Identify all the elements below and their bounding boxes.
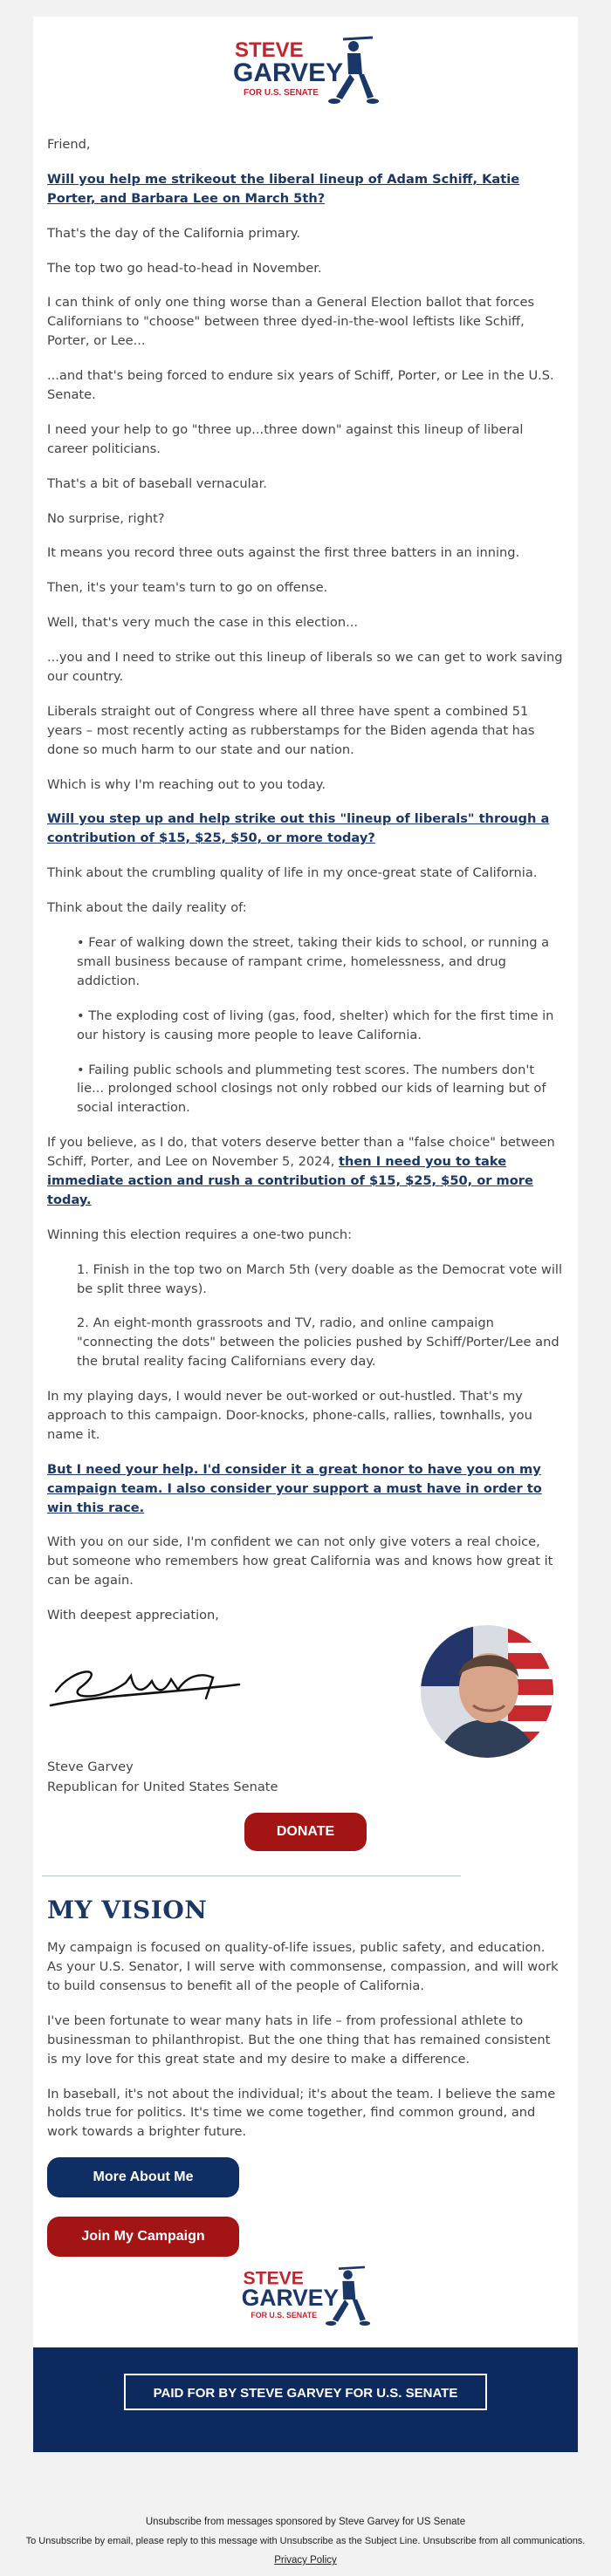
logo-steve: STEVE [243, 2268, 304, 2289]
logo-senate: FOR U.S. SENATE [244, 88, 319, 98]
paragraph: Winning this election requires a one-two punch: [47, 1227, 353, 1242]
headline-link[interactable]: Will you help me strikeout the liberal lineup of Adam Schiff, Katie Porter, and Barbara Lee on March 5th? [47, 171, 520, 206]
paragraph: ...you and I need to strike out this lineup of liberals so we can get to work saving our country. [47, 650, 563, 685]
campaign-logo-footer [240, 2265, 371, 2333]
paragraph: ...and that's being forced to endure six years of Schiff, Porter, or Lee in the U.S. Senate. [47, 368, 554, 403]
logo-garvey: GARVEY [233, 58, 344, 87]
paragraph-text: If you believe, as I do, that voters deserve better than a "false choice" between Schiff, Porter, and Lee on November 5, 2024, [47, 1135, 555, 1170]
campaign-logo [231, 36, 380, 113]
closing: With deepest appreciation, [47, 1608, 219, 1623]
paragraph: In baseball, it's not about the individual; it's about the team. I believe the same holds true for politics. It's time we come together, find common ground, and work towards a brighter future. [47, 2086, 556, 2140]
paragraph: The top two go head-to-head in November. [47, 260, 322, 276]
list-item: • Fear of walking down the street, taking their kids to school, or running a small business because of rampant crime, homelessness, and drug addiction. [77, 935, 550, 988]
paragraph: It means you record three outs against the first three batters in an inning. [47, 545, 520, 561]
paragraph: Think about the crumbling quality of life in my once-great state of California. [47, 865, 538, 881]
paragraph: In my playing days, I would never be out-worked or out-hustled. That's my approach to this campaign. Door-knocks, phone-calls, rallies, townhalls, you name it. [47, 1389, 532, 1442]
logo-steve: STEVE [235, 38, 304, 62]
email-card [33, 17, 578, 2452]
immediate-action-link[interactable]: then I need you to take immediate action and rush a contribution of $15, $25, $50, or more today. [47, 1154, 533, 1207]
signer-block [47, 1758, 564, 1797]
more-about-me-button[interactable]: More About Me [47, 2157, 239, 2197]
paragraph: Which is why I'm reaching out to you today. [47, 776, 326, 792]
paragraph: I need your help to go "three up...three down" against this lineup of liberal career politicians. [47, 421, 524, 456]
greeting: Friend, [47, 137, 91, 152]
paragraph: Well, that's very much the case in this election... [47, 615, 358, 631]
letter-body [33, 135, 578, 1797]
signer-name: Steve Garvey [47, 1759, 134, 1774]
list-item: • Failing public schools and plummeting test scores. The numbers don't lie... prolonged school closings not only robbed our kids of learning but of social interaction. [77, 1062, 546, 1116]
paragraph: Liberals straight out of Congress where all three have spent a combined 51 years – most recently acting as rubberstamps for the Biden agenda that has done so much harm to our state and our nation. [47, 703, 535, 757]
donate-button[interactable]: DONATE [244, 1813, 367, 1851]
steps-list [47, 1261, 564, 1371]
legal-footer [0, 2517, 611, 2574]
paragraph: I've been fortunate to wear many hats in life – from professional athlete to businessman to philanthropist. But the one thing that has remained consistent is my love for this great state and my desire to make a difference. [47, 2012, 551, 2067]
logo-senate: FOR U.S. SENATE [251, 2311, 318, 2320]
unsubscribe-notice[interactable]: Unsubscribe from messages sponsored by Steve Garvey for US Senate [145, 2517, 466, 2528]
join-campaign-button[interactable]: Join My Campaign [47, 2217, 239, 2257]
paragraph-with-link [47, 1133, 564, 1210]
paragraph: My campaign is focused on quality-of-life issues, public safety, and education. As your U.S. Senator, I will serve with commonsense, compassion, and will work to build consensus to benefit all of the people of California. [47, 1940, 559, 1993]
list-item: • The exploding cost of living (gas, food, shelter) which for the first time in our history is causing more people to leave California. [77, 1008, 554, 1042]
signature-text: Steve Garvey [47, 1640, 53, 1642]
list-item: 1. Finish in the top two on March 5th (very doable as the Democrat vote will be split three ways). [77, 1261, 563, 1296]
paragraph: I can think of only one thing worse than a General Election ballot that forces Californians to "choose" between three dyed-in-the-wool leftists like Schiff, Porter, or Lee... [47, 295, 535, 349]
signature-image [47, 1641, 248, 1719]
paragraph: With you on our side, I'm confident we can not only give voters a real choice, but someone who remembers how great California was and knows how great it can be again. [47, 1534, 553, 1589]
contribution-ask-link[interactable]: Will you step up and help strike out this "lineup of liberals" through a contribution of $15, $25, $50, or more today? [47, 811, 550, 846]
candidate-photo [421, 1625, 553, 1758]
vision-body [33, 1938, 578, 2142]
privacy-policy-link[interactable]: Privacy Policy [274, 2555, 337, 2566]
campaign-team-link[interactable]: But I need your help. I'd consider it a great honor to have you on my campaign team. I also consider your support a must have in order to win this race. [47, 1461, 542, 1515]
paragraph: Think about the daily reality of: [47, 900, 247, 916]
signature-row [47, 1625, 564, 1758]
unsubscribe-email-notice: To Unsubscribe by email, please reply to this message with Unsubscribe as the Subject Line. Unsubscribe from all communications. [25, 2536, 586, 2547]
list-item: 2. An eight-month grassroots and TV, radio, and online campaign "connecting the dots" between the policies pushed by Schiff/Porter/Lee and the brutal reality facing Californians every day. [77, 1315, 560, 1370]
reality-list [47, 933, 564, 1117]
paid-for-notice: PAID FOR BY STEVE GARVEY FOR U.S. SENATE [124, 2374, 487, 2410]
paragraph: No surprise, right? [47, 510, 165, 526]
paragraph: Then, it's your team's turn to go on offense. [47, 580, 328, 596]
logo-garvey: GARVEY [241, 2285, 340, 2312]
vision-heading: MY VISION [47, 1896, 208, 1925]
signer-title: Republican for United States Senate [47, 1779, 278, 1794]
paragraph: That's a bit of baseball vernacular. [47, 475, 267, 491]
paid-for-band [33, 2347, 578, 2452]
paragraph: That's the day of the California primary. [47, 225, 301, 241]
